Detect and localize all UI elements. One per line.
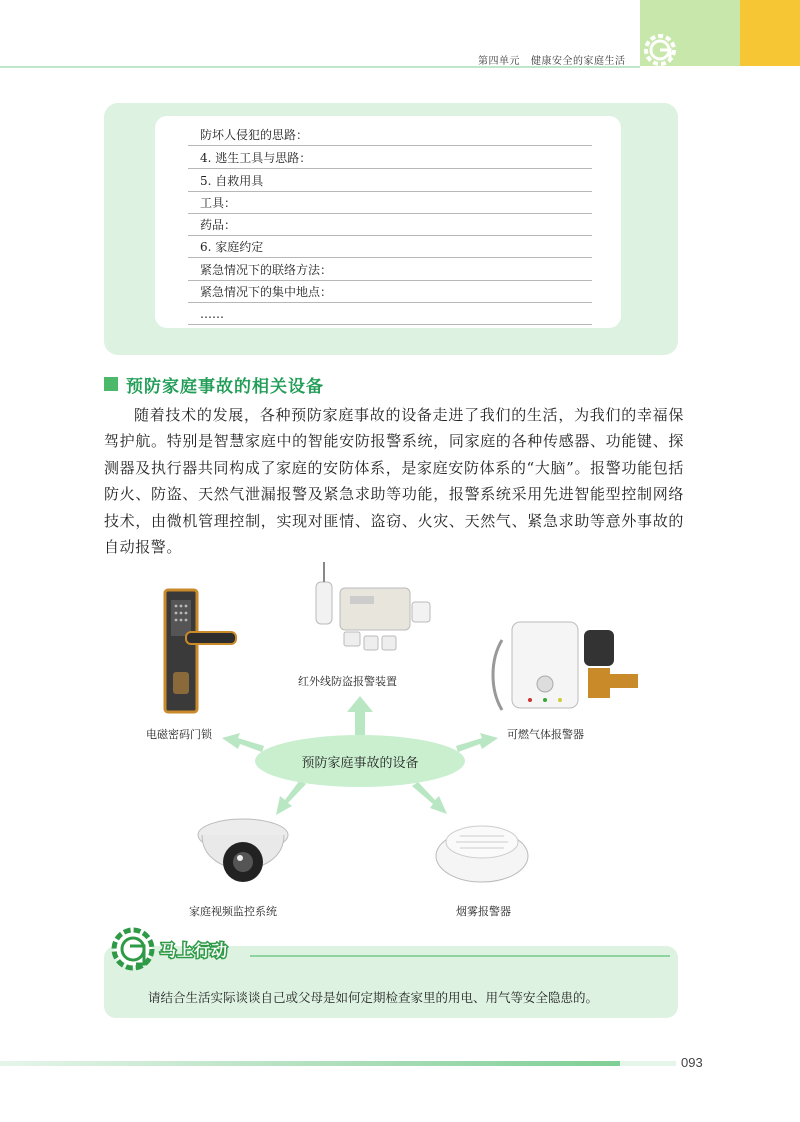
form-line: 6. 家庭约定 — [188, 236, 592, 258]
caption-smoke-alarm: 烟雾报警器 — [456, 905, 511, 918]
diagram-center-label: 预防家庭事故的设备 — [301, 756, 419, 771]
arrow-left — [222, 733, 264, 752]
form-line: 紧急情况下的联络方法： — [188, 259, 592, 281]
caption-gas-alarm: 可燃气体报警器 — [507, 728, 584, 741]
camera-image — [198, 819, 288, 882]
footer-bar-end — [620, 1061, 676, 1066]
section-marker — [104, 377, 118, 391]
form-line: 工具： — [188, 192, 592, 214]
arrow-right — [456, 733, 498, 752]
form-line: …… — [188, 303, 592, 325]
running-header — [478, 52, 626, 67]
action-rule — [250, 955, 670, 957]
footer-bar — [0, 1061, 620, 1066]
infrared-alarm-image — [316, 562, 430, 650]
unit-label: 第四单元 — [478, 56, 520, 67]
door-lock-image — [165, 590, 236, 712]
form-line: 防坏人侵犯的思路： — [188, 124, 592, 146]
form-line: 5. 自救用具 — [188, 170, 592, 192]
section-title: 预防家庭事故的相关设备 — [126, 377, 324, 397]
form-line: 4. 逃生工具与思路： — [188, 147, 592, 169]
caption-infrared-alarm: 红外线防盗报警装置 — [298, 675, 397, 688]
body-paragraph: 随着技术的发展，各种预防家庭事故的设备走进了我们的生活，为我们的幸福保驾护航。特别是智慧家庭中的智能安防报警系统，同家庭的各种传感器、功能键、探测器及执行器共同构成了家庭的安防体系，是家庭安防体系的“大脑”。报警功能包括防火、防盗、天然气泄漏报警及紧急求助等功能，报警系统采用先进智能型控制网络技术，由微机管理控制，实现对匪情、盗窃、火灾、天然气、紧急求助等意外事故的自动报警。 — [104, 406, 684, 557]
gas-alarm-image — [493, 622, 638, 710]
gear-hand-icon — [108, 924, 158, 974]
page-number: 093 — [681, 1055, 703, 1070]
caption-camera: 家庭视频监控系统 — [189, 905, 277, 918]
action-title: 马上行动 — [160, 941, 229, 960]
form-line: 药品： — [188, 214, 592, 236]
chapter-title: 健康安全的家庭生活 — [531, 56, 626, 67]
action-prompt: 请结合生活实际谈谈自己或父母是如何定期检查家里的用电、用气等安全隐患的。 — [148, 990, 599, 1005]
header-yellow-block — [740, 0, 800, 66]
form-line: 紧急情况下的集中地点： — [188, 281, 592, 303]
arrow-down-right — [412, 782, 447, 814]
caption-door-lock: 电磁密码门锁 — [146, 728, 212, 741]
smoke-alarm-image — [436, 826, 528, 882]
arrow-down-left — [276, 780, 306, 815]
gear-icon — [640, 30, 680, 70]
arrow-up — [347, 696, 373, 737]
